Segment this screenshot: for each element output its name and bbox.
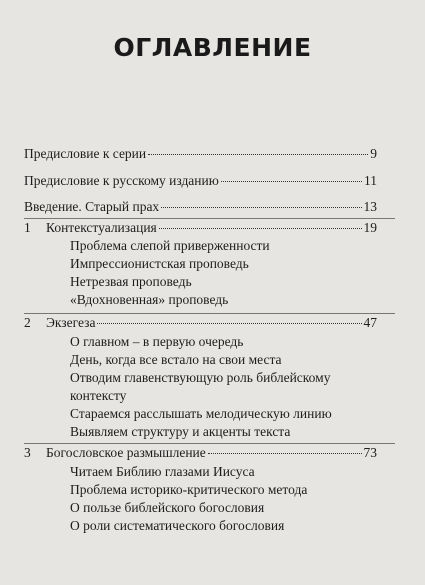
toc-subitem[interactable]: Читаем Библию глазами Иисуса <box>70 464 255 479</box>
dot-leader <box>221 181 362 182</box>
chapter-number: 2 <box>24 315 31 330</box>
toc-subitem[interactable]: Отводим главенствующую роль библейскому <box>70 370 331 385</box>
entry-page: 11 <box>364 173 377 188</box>
toc-subitem[interactable]: О главном – в первую очередь <box>70 334 244 349</box>
toc-chapter-3[interactable] <box>24 444 377 462</box>
toc-subitem[interactable]: День, когда все встало на свои места <box>70 352 282 367</box>
entry-page: 13 <box>363 199 377 214</box>
dot-leader <box>161 207 361 208</box>
toc-subitem[interactable]: О роли систематического богословия <box>70 518 285 533</box>
entry-title: Введение. Старый прах <box>24 199 160 214</box>
entry-page: 9 <box>370 146 377 161</box>
chapter-number: 1 <box>24 220 31 235</box>
toc-subitem[interactable]: О пользе библейского богословия <box>70 500 265 515</box>
toc-subitem[interactable]: Выявляем структуру и акценты текста <box>70 424 291 439</box>
toc-subitem[interactable]: Стараемся расслышать мелодическую линию <box>70 406 332 421</box>
entry-page: 47 <box>363 315 377 330</box>
toc-subitem[interactable]: Проблема слепой приверженности <box>70 238 270 253</box>
toc-subitem[interactable]: Нетрезвая проповедь <box>70 274 192 289</box>
dot-leader <box>148 154 368 155</box>
toc-subitem[interactable]: Проблема историко-критического метода <box>70 482 308 497</box>
entry-title: Богословское размышление <box>46 445 206 460</box>
dot-leader <box>159 228 362 229</box>
entry-title: Экзегеза <box>46 315 96 330</box>
page-title: ОГЛАВЛЕНИЕ <box>113 33 312 62</box>
dot-leader <box>97 323 361 324</box>
toc-entry-preface-russian[interactable] <box>24 172 377 190</box>
toc-entry-preface-series[interactable] <box>24 145 377 163</box>
entry-page: 19 <box>363 220 377 235</box>
entry-page: 73 <box>363 445 377 460</box>
dot-leader <box>208 453 362 454</box>
entry-title: Контекстуализация <box>46 220 157 235</box>
toc-chapter-2[interactable] <box>24 314 377 332</box>
toc-subitem[interactable]: «Вдохновенная» проповедь <box>70 292 229 307</box>
toc-subitem[interactable]: Импрессионистская проповедь <box>70 256 249 271</box>
chapter-number: 3 <box>24 445 31 460</box>
toc-chapter-1[interactable] <box>24 219 377 237</box>
entry-title: Предисловие к русскому изданию <box>24 173 219 188</box>
entry-title: Предисловие к серии <box>24 146 147 161</box>
toc-subitem[interactable]: контексту <box>70 388 127 403</box>
toc-entry-introduction[interactable] <box>24 198 377 216</box>
